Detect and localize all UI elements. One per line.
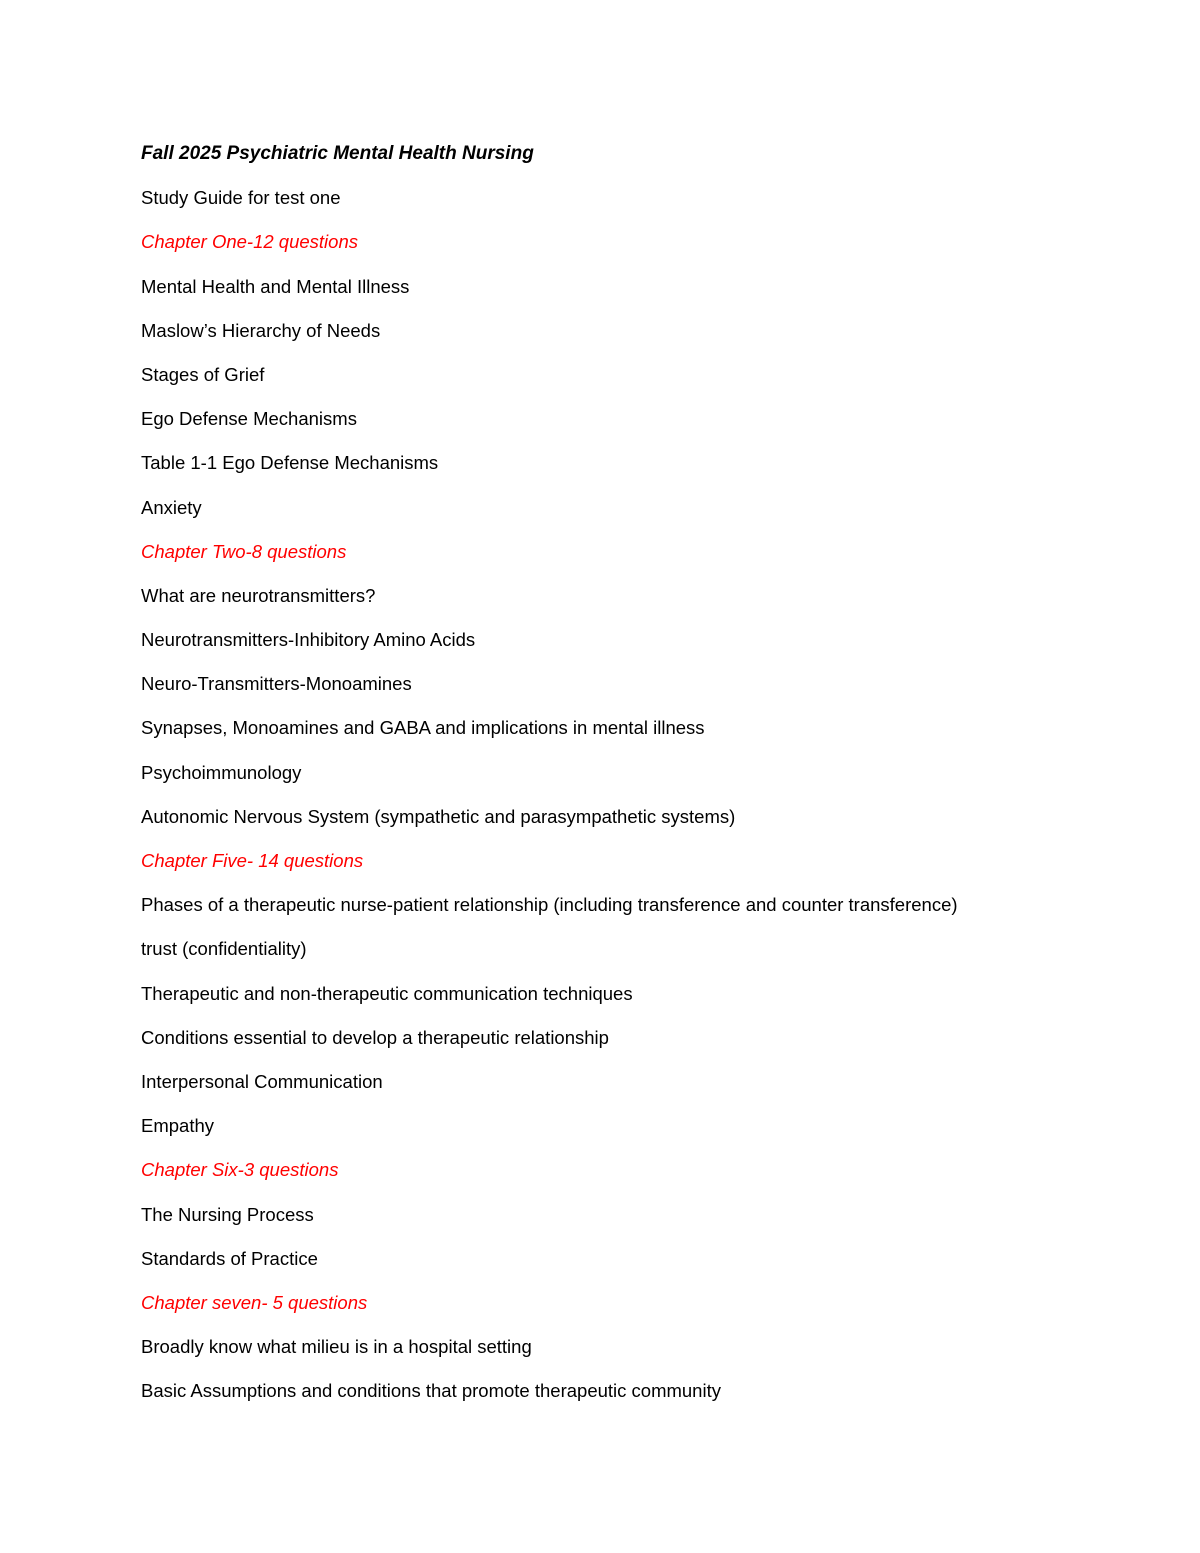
topic-item: Mental Health and Mental Illness	[141, 275, 410, 297]
topic-item: Maslow’s Hierarchy of Needs	[141, 319, 381, 341]
topic-item: Stages of Grief	[141, 363, 265, 385]
chapter-heading-two: Chapter Two-8 questions	[141, 540, 347, 562]
topic-item: Psychoimmunology	[141, 761, 302, 783]
topic-item: Phases of a therapeutic nurse-patient relationship (including transference and counter transference)	[141, 894, 958, 916]
topic-item: Empathy	[141, 1115, 215, 1137]
topic-item: trust (confidentiality)	[141, 938, 307, 960]
topic-item: Neurotransmitters-Inhibitory Amino Acids	[141, 629, 476, 651]
document-title: Fall 2025 Psychiatric Mental Health Nursing	[141, 143, 534, 164]
topic-item: Ego Defense Mechanisms	[141, 408, 357, 430]
topic-item: The Nursing Process	[141, 1203, 314, 1225]
topic-item: Therapeutic and non-therapeutic communication techniques	[141, 982, 633, 1004]
topic-item: Anxiety	[141, 496, 202, 518]
document-content	[141, 141, 1141, 1422]
chapter-heading-five: Chapter Five- 14 questions	[141, 850, 364, 871]
document-subtitle: Study Guide for test one	[141, 187, 341, 209]
topic-item: Standards of Practice	[141, 1247, 318, 1269]
topic-item: What are neurotransmitters?	[141, 584, 376, 606]
chapter-heading-six: Chapter Six-3 questions	[141, 1159, 339, 1181]
chapter-heading-seven: Chapter seven- 5 questions	[141, 1291, 368, 1313]
topic-item: Broadly know what milieu is in a hospital setting	[141, 1336, 532, 1358]
topic-item: Basic Assumptions and conditions that promote therapeutic community	[141, 1380, 721, 1402]
topic-item: Autonomic Nervous System (sympathetic and parasympathetic systems)	[141, 805, 736, 827]
topic-item: Neuro-Transmitters-Monoamines	[141, 673, 412, 695]
topic-item: Table 1-1 Ego Defense Mechanisms	[141, 452, 439, 474]
topic-item: Interpersonal Communication	[141, 1070, 383, 1092]
topic-item: Conditions essential to develop a therapeutic relationship	[141, 1026, 609, 1048]
chapter-heading-one: Chapter One-12 questions	[141, 231, 358, 253]
topic-item: Synapses, Monoamines and GABA and implications in mental illness	[141, 717, 705, 739]
